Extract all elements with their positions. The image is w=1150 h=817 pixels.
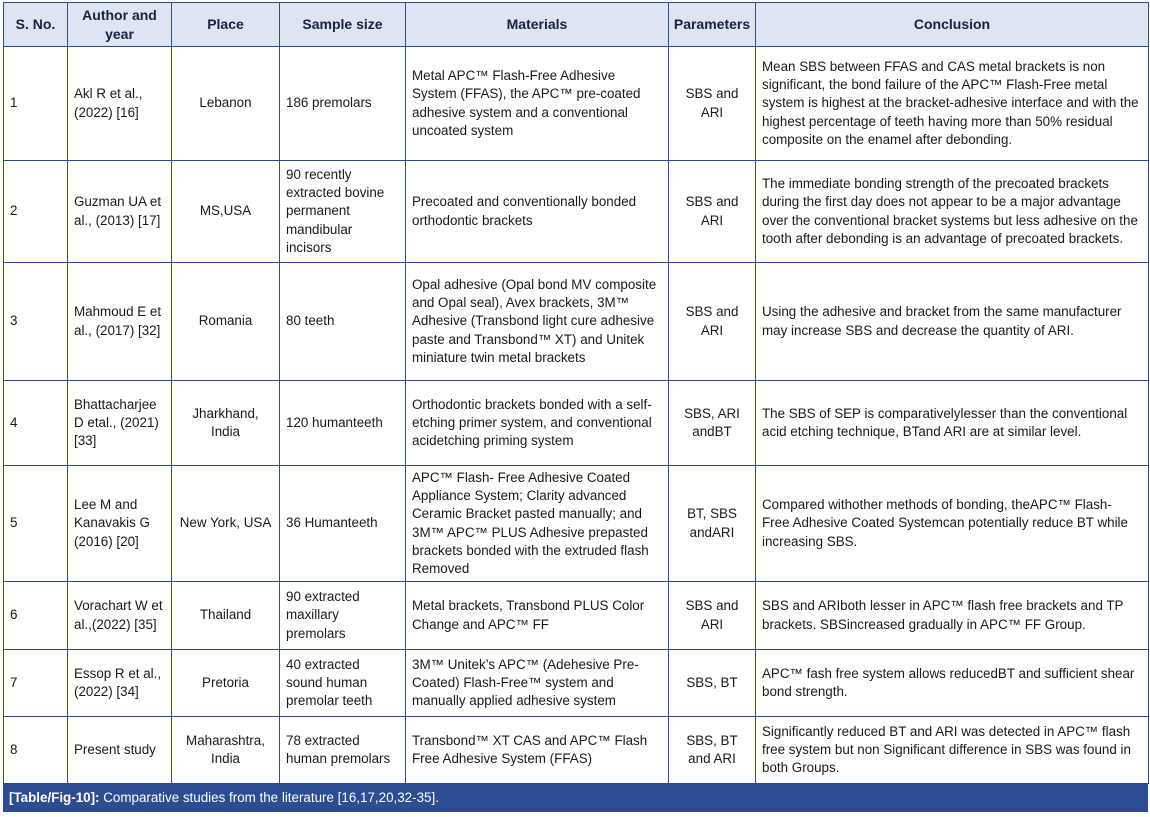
cell-conclusion: Compared withother methods of bonding, theAPC™ Flash- Free Adhesive Coated Systemcan potentially reduce BT while increasing SBS. [756,466,1149,582]
cell-author: Bhattacharjee D etal., (2021) [33] [68,381,172,466]
cell-place: Jharkhand, India [172,381,280,466]
cell-materials: Metal APC™ Flash-Free Adhesive System (FFAS), the APC™ pre-coated adhesive system and a conventional uncoated system [406,47,669,161]
table-row [4,161,1149,263]
cell-sample: 78 extracted human premolars [280,717,406,784]
cell-parameters: SBS, BT [669,650,756,717]
cell-place: New York, USA [172,466,280,582]
table-row [4,582,1149,650]
cell-sample: 90 recently extracted bovine permanent mandibular incisors [280,161,406,263]
table-row [4,466,1149,582]
table-row [4,47,1149,161]
cell-author: Mahmoud E et al., (2017) [32] [68,263,172,381]
comparison-table [3,2,1149,784]
cell-materials: Metal brackets, Transbond PLUS Color Change and APC™ FF [406,582,669,650]
cell-place: MS,USA [172,161,280,263]
table-row [4,381,1149,466]
cell-conclusion: Mean SBS between FFAS and CAS metal brackets is non significant, the bond failure of the APC™ Flash-Free metal system is highest at the bracket-adhesive interface and with the highest percentage of teeth having more than 50% residual composite on the enamel after debonding. [756,47,1149,161]
table-caption [3,784,1148,812]
cell-author: Guzman UA et al., (2013) [17] [68,161,172,263]
header-sno: S. No. [4,3,68,47]
cell-sample: 90 extracted maxillary premolars [280,582,406,650]
caption-label: [Table/Fig-10]: [9,790,100,805]
cell-conclusion: The immediate bonding strength of the precoated brackets during the first day does not appear to be a major advantage over the conventional bracket systems but less adhesive on the tooth after debonding is an advantage of precoated brackets. [756,161,1149,263]
cell-parameters: SBS and ARI [669,582,756,650]
cell-materials: Orthodontic brackets bonded with a self- etching primer system, and conventional acidetching priming system [406,381,669,466]
header-sample: Sample size [280,3,406,47]
cell-materials: Precoated and conventionally bonded orthodontic brackets [406,161,669,263]
cell-place: Romania [172,263,280,381]
cell-place: Pretoria [172,650,280,717]
cell-parameters: SBS and ARI [669,161,756,263]
cell-materials: Transbond™ XT CAS and APC™ Flash Free Adhesive System (FFAS) [406,717,669,784]
table-container [3,2,1148,812]
caption-text: Comparative studies from the literature [16,17,20,32-35]. [99,790,439,805]
header-conclusion: Conclusion [756,3,1149,47]
cell-sno: 8 [4,717,68,784]
header-materials: Materials [406,3,669,47]
cell-materials: Opal adhesive (Opal bond MV composite and Opal seal), Avex brackets, 3M™ Adhesive (Transbond light cure adhesive paste and Transbond™ XT) and Unitek miniature twin metal brackets [406,263,669,381]
header-place: Place [172,3,280,47]
cell-materials: 3M™ Unitek’s APC™ (Adehesive Pre-Coated) Flash-Free™ system and manually applied adhesive system [406,650,669,717]
cell-place: Lebanon [172,47,280,161]
cell-place: Thailand [172,582,280,650]
cell-author: Lee M and Kanavakis G (2016) [20] [68,466,172,582]
header-author: Author and year [68,3,172,47]
cell-sample: 120 humanteeth [280,381,406,466]
cell-sno: 5 [4,466,68,582]
cell-sno: 7 [4,650,68,717]
table-row [4,717,1149,784]
cell-sno: 2 [4,161,68,263]
cell-parameters: SBS, ARI andBT [669,381,756,466]
header-parameters: Parameters [669,3,756,47]
cell-parameters: BT, SBS andARI [669,466,756,582]
cell-author: Vorachart W et al.,(2022) [35] [68,582,172,650]
cell-conclusion: Significantly reduced BT and ARI was detected in APC™ flash free system but non Significant difference in SBS was found in both Groups. [756,717,1149,784]
cell-conclusion: APC™ fash free system allows reducedBT and sufficient shear bond strength. [756,650,1149,717]
cell-parameters: SBS, BT and ARI [669,717,756,784]
cell-conclusion: Using the adhesive and bracket from the same manufacturer may increase SBS and decrease the quantity of ARI. [756,263,1149,381]
cell-sno: 6 [4,582,68,650]
cell-conclusion: The SBS of SEP is comparativelylesser than the conventional acid etching technique, BTand ARI are at similar level. [756,381,1149,466]
cell-sno: 4 [4,381,68,466]
cell-sample: 36 Humanteeth [280,466,406,582]
cell-place: Maharashtra, India [172,717,280,784]
header-row [4,3,1149,47]
cell-author: Present study [68,717,172,784]
cell-parameters: SBS and ARI [669,47,756,161]
cell-conclusion: SBS and ARIboth lesser in APC™ flash free brackets and TP brackets. SBSincreased gradually in APC™ FF Group. [756,582,1149,650]
cell-sno: 1 [4,47,68,161]
cell-sample: 40 extracted sound human premolar teeth [280,650,406,717]
cell-materials: APC™ Flash- Free Adhesive Coated Appliance System; Clarity advanced Ceramic Bracket pasted manually; and 3M™ APC™ PLUS Adhesive prepasted brackets bonded with the extruded flash Removed [406,466,669,582]
table-row [4,650,1149,717]
cell-author: Akl R et al., (2022) [16] [68,47,172,161]
cell-sno: 3 [4,263,68,381]
cell-author: Essop R et al., (2022) [34] [68,650,172,717]
cell-parameters: SBS and ARI [669,263,756,381]
cell-sample: 80 teeth [280,263,406,381]
cell-sample: 186 premolars [280,47,406,161]
table-row [4,263,1149,381]
